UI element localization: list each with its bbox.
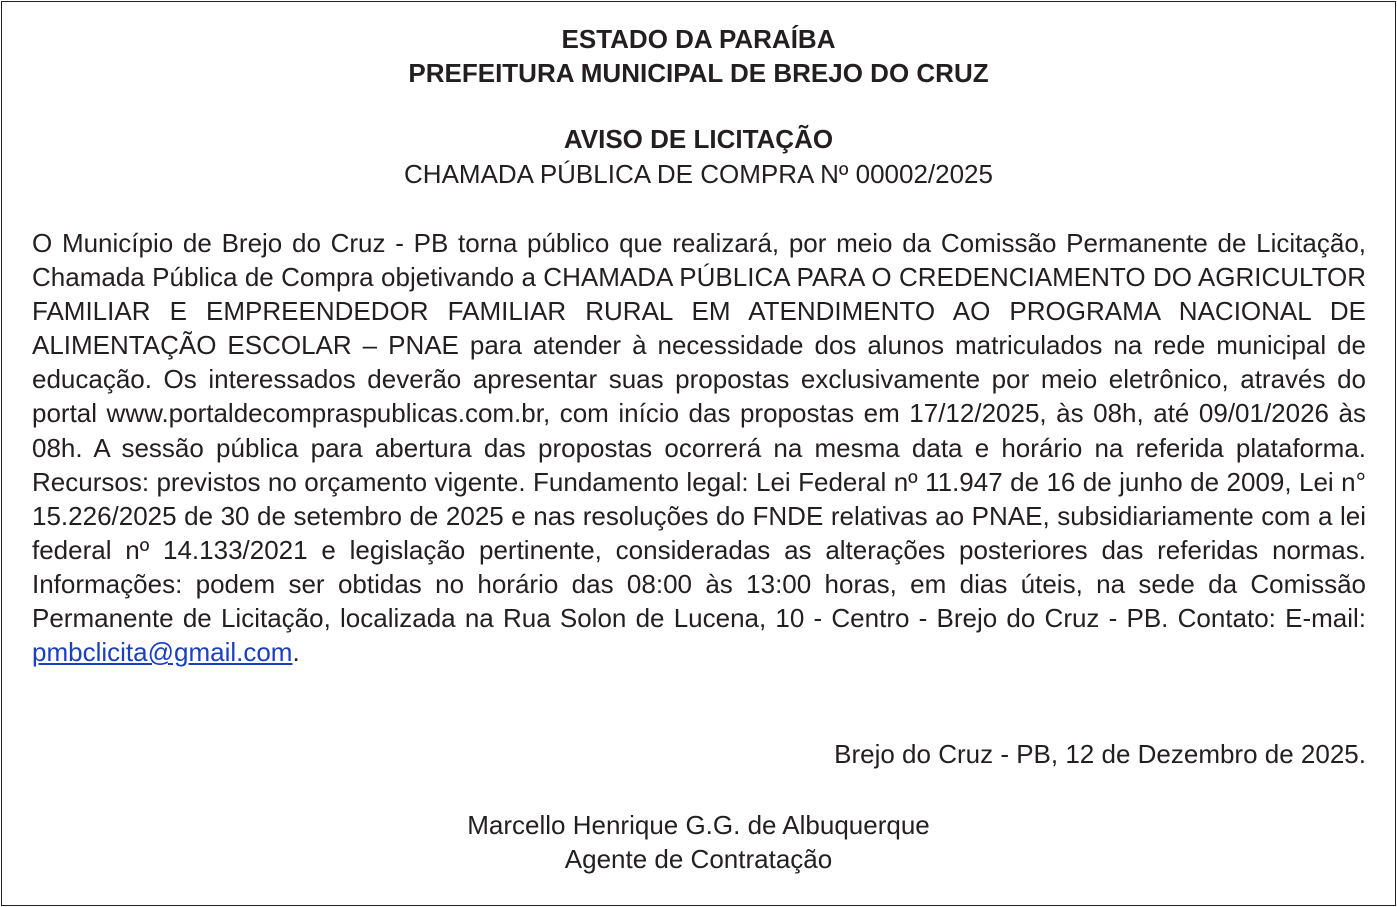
prefeitura-heading: PREFEITURA MUNICIPAL DE BREJO DO CRUZ [408,58,989,88]
notice-body [32,226,1366,669]
contact-email-link[interactable]: pmbclicita@gmail.com [32,637,293,668]
notice-body-text: O Município de Brejo do Cruz - PB torna público que realizará, por meio da Comissão Permanente de Licitação, Chamada Pública de Compra objetivando a CHAMADA PÚBLICA PARA O CREDENCIAMENTO DO AGRICULTOR FAMILIAR E EMPREENDEDOR FAMILIAR RURAL EM ATENDIMENTO AO PROGRAMA NACIONAL DE ALIMENTAÇÃO ESCOLAR – PNAE para atender à necessidade dos alunos matriculados na rede municipal de educação. Os interessados deverão apresentar suas propostas exclusivamente por meio eletrônico, através do portal www.portaldecompraspublicas.com.br, com início das propostas em 17/12/2025, às 08h, até 09/01/2026 às 08h. A sessão pública para abertura das propostas ocorrerá na mesma data e horário na referida plataforma. Recursos: previstos no orçamento vigente. Fundamento legal: Lei Federal nº 11.947 de 16 de junho de 2009, Lei n° 15.226/2025 de 30 de setembro de 2025 e nas resoluções do FNDE relativas ao PNAE, subsidiariamente com a lei federal nº 14.133/2021 e legislação pertinente, consideradas as alterações posteriores das referidas normas. Informações: podem ser obtidas no horário das 08:00 às 13:00 horas, em dias úteis, na sede da Comissão Permanente de Licitação, localizada na Rua Solon de Lucena, 10 - Centro - Brejo do Cruz - PB. Contato: E-mail: [32,228,1366,634]
signatory-name: Marcello Henrique G.G. de Albuquerque [467,810,930,840]
signatory-role: Agente de Contratação [564,844,833,874]
state-heading: ESTADO DA PARAÍBA [561,24,836,54]
notice-subtitle: CHAMADA PÚBLICA DE COMPRA Nº 00002/2025 [404,159,993,189]
notice-title: AVISO DE LICITAÇÃO [563,124,834,154]
dateline: Brejo do Cruz - PB, 12 de Dezembro de 2025. [834,739,1366,769]
email-suffix: . [292,637,300,668]
